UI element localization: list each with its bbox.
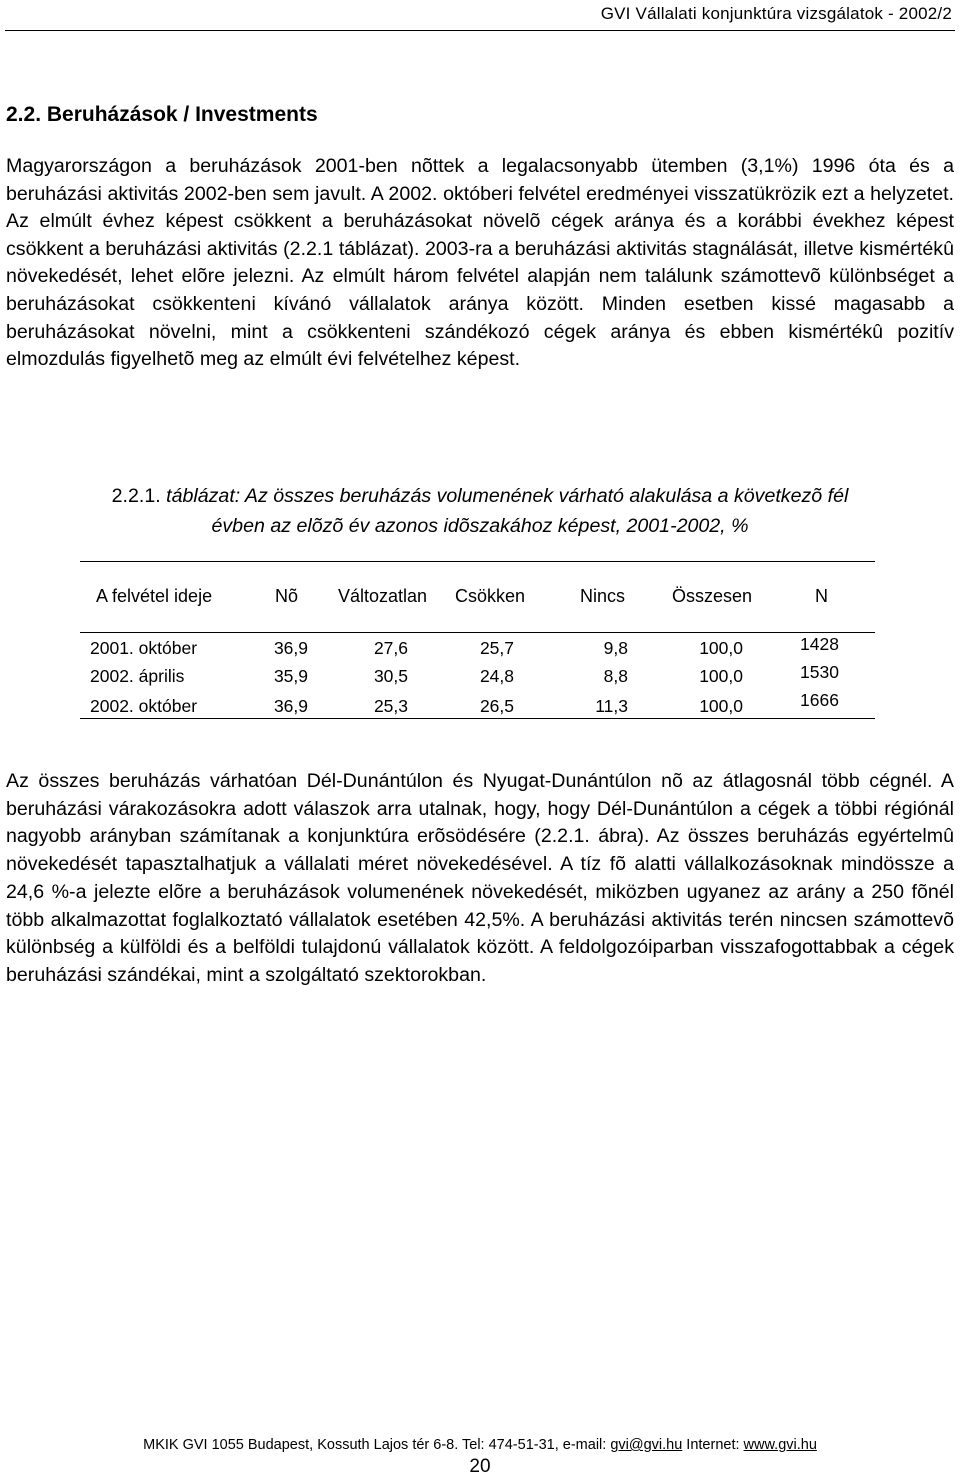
caption-line-1 — [0, 481, 960, 511]
footer-internet-label: Internet: — [682, 1437, 744, 1453]
cell-n: 1530 — [800, 662, 839, 682]
cell-increase: 36,9 — [273, 696, 308, 716]
table-rule-top — [80, 561, 875, 562]
cell-decrease: 25,7 — [479, 638, 514, 658]
cell-decrease: 24,8 — [479, 666, 514, 686]
column-header-date: A felvétel ideje — [96, 586, 213, 606]
page-number: 20 — [469, 1456, 491, 1477]
cell-increase: 35,9 — [273, 666, 308, 686]
cell-none: 9,8 — [603, 638, 628, 658]
table-caption — [0, 481, 960, 541]
table-rule-header — [80, 632, 875, 633]
cell-unchanged: 27,6 — [373, 638, 408, 658]
cell-total: 100,0 — [699, 638, 743, 658]
caption-number: 2.2.1. — [111, 485, 161, 507]
cell-none: 8,8 — [603, 666, 628, 686]
footer-contact — [0, 1437, 960, 1453]
cell-date: 2002. október — [90, 696, 198, 716]
cell-n: 1666 — [800, 690, 839, 710]
cell-total: 100,0 — [699, 666, 743, 686]
cell-unchanged: 25,3 — [373, 696, 408, 716]
column-header-none: Nincs — [580, 586, 626, 606]
cell-decrease: 26,5 — [479, 696, 514, 716]
cell-increase: 36,9 — [273, 638, 308, 658]
cell-date: 2001. október — [90, 638, 198, 658]
paragraph-intro: Magyarországon a beruházások 2001-ben nõttek a legalacsonyabb ütemben (3,1%) 1996 óta és a beruházási aktivitás 2002-ben sem javult. A 2002. októberi felvétel eredményei visszatükrözik ezt a helyzetet. Az elmúlt évhez képest csökkent a beruházásokat növelõ cégek aránya és a korábbi évekhez képest csökkent a beruházási aktivitás (2.2.1 táblázat). 2003-ra a beruházási aktivitás stagnálását, illetve kismértékû növekedését, lehet elõre jelezni. Az elmúlt három felvétel alapján nem találunk számottevõ különbséget a beruházásokat csökkenteni kívánó vállalatok aránya között. Minden esetben kissé magasabb a beruházásokat növelni, mint a csökkenteni szándékozó cégek aránya és ebben kismértékû pozitív elmozdulás figyelhetõ meg az elmúlt évi felvételhez képest. — [6, 155, 954, 371]
table-rule-bottom — [80, 718, 875, 719]
cell-unchanged: 30,5 — [373, 666, 408, 686]
caption-text-1: táblázat: Az összes beruházás volumenének várható alakulása a következõ fél — [160, 485, 849, 507]
footer-email-link[interactable]: gvi@gvi.hu — [610, 1437, 683, 1453]
cell-n: 1428 — [800, 634, 839, 654]
running-header: GVI Vállalati konjunktúra vizsgálatok - 2002/2 — [600, 4, 952, 23]
cell-date: 2002. április — [90, 666, 185, 686]
footer-address: MKIK GVI 1055 Budapest, Kossuth Lajos tér 6-8. Tel: 474-51-31, e-mail: — [143, 1437, 611, 1453]
footer-website-link[interactable]: www.gvi.hu — [743, 1437, 817, 1453]
cell-total: 100,0 — [699, 696, 743, 716]
column-header-unchanged: Változatlan — [338, 586, 428, 606]
paragraph-regional: Az összes beruházás várhatóan Dél-Dunántúlon és Nyugat-Dunántúlon nõ az átlagosnál több cégnél. A beruházási várakozásokra adott válaszok arra utalnak, hogy, hogy Dél-Dunántúlon a cégek a többi régiónál nagyobb arányban számítanak a konjunktúra erõsödésére (2.2.1. ábra). Az összes beruházás egyértelmû növekedését tapasztalhatjuk a vállalati méret növekedésével. A tíz fõ alatti vállalkozásoknak mindössze a 24,6 %-a jelezte elõre a beruházások volumenének növekedését, miközben ugyanez az arány a 250 fõnél több alkalmazottat foglalkoztató vállalatok esetében 42,5%. A beruházási aktivitás terén nincsen számottevõ különbség a külföldi és a belföldi tulajdonú vállalatok között. A feldolgozóiparban visszafogottabbak a cégek beruházási szándékai, mint a szolgáltató szektorokban. — [6, 770, 954, 986]
column-header-increase: Nõ — [275, 586, 299, 606]
section-title: 2.2. Beruházások / Investments — [6, 103, 318, 126]
column-header-n: N — [815, 586, 828, 606]
column-header-total: Összesen — [672, 586, 753, 606]
caption-line-2: évben az elõzõ év azonos idõszakához képest, 2001-2002, % — [211, 515, 749, 537]
column-header-decrease: Csökken — [455, 586, 526, 606]
cell-none: 11,3 — [595, 696, 628, 716]
header-rule — [5, 30, 955, 31]
